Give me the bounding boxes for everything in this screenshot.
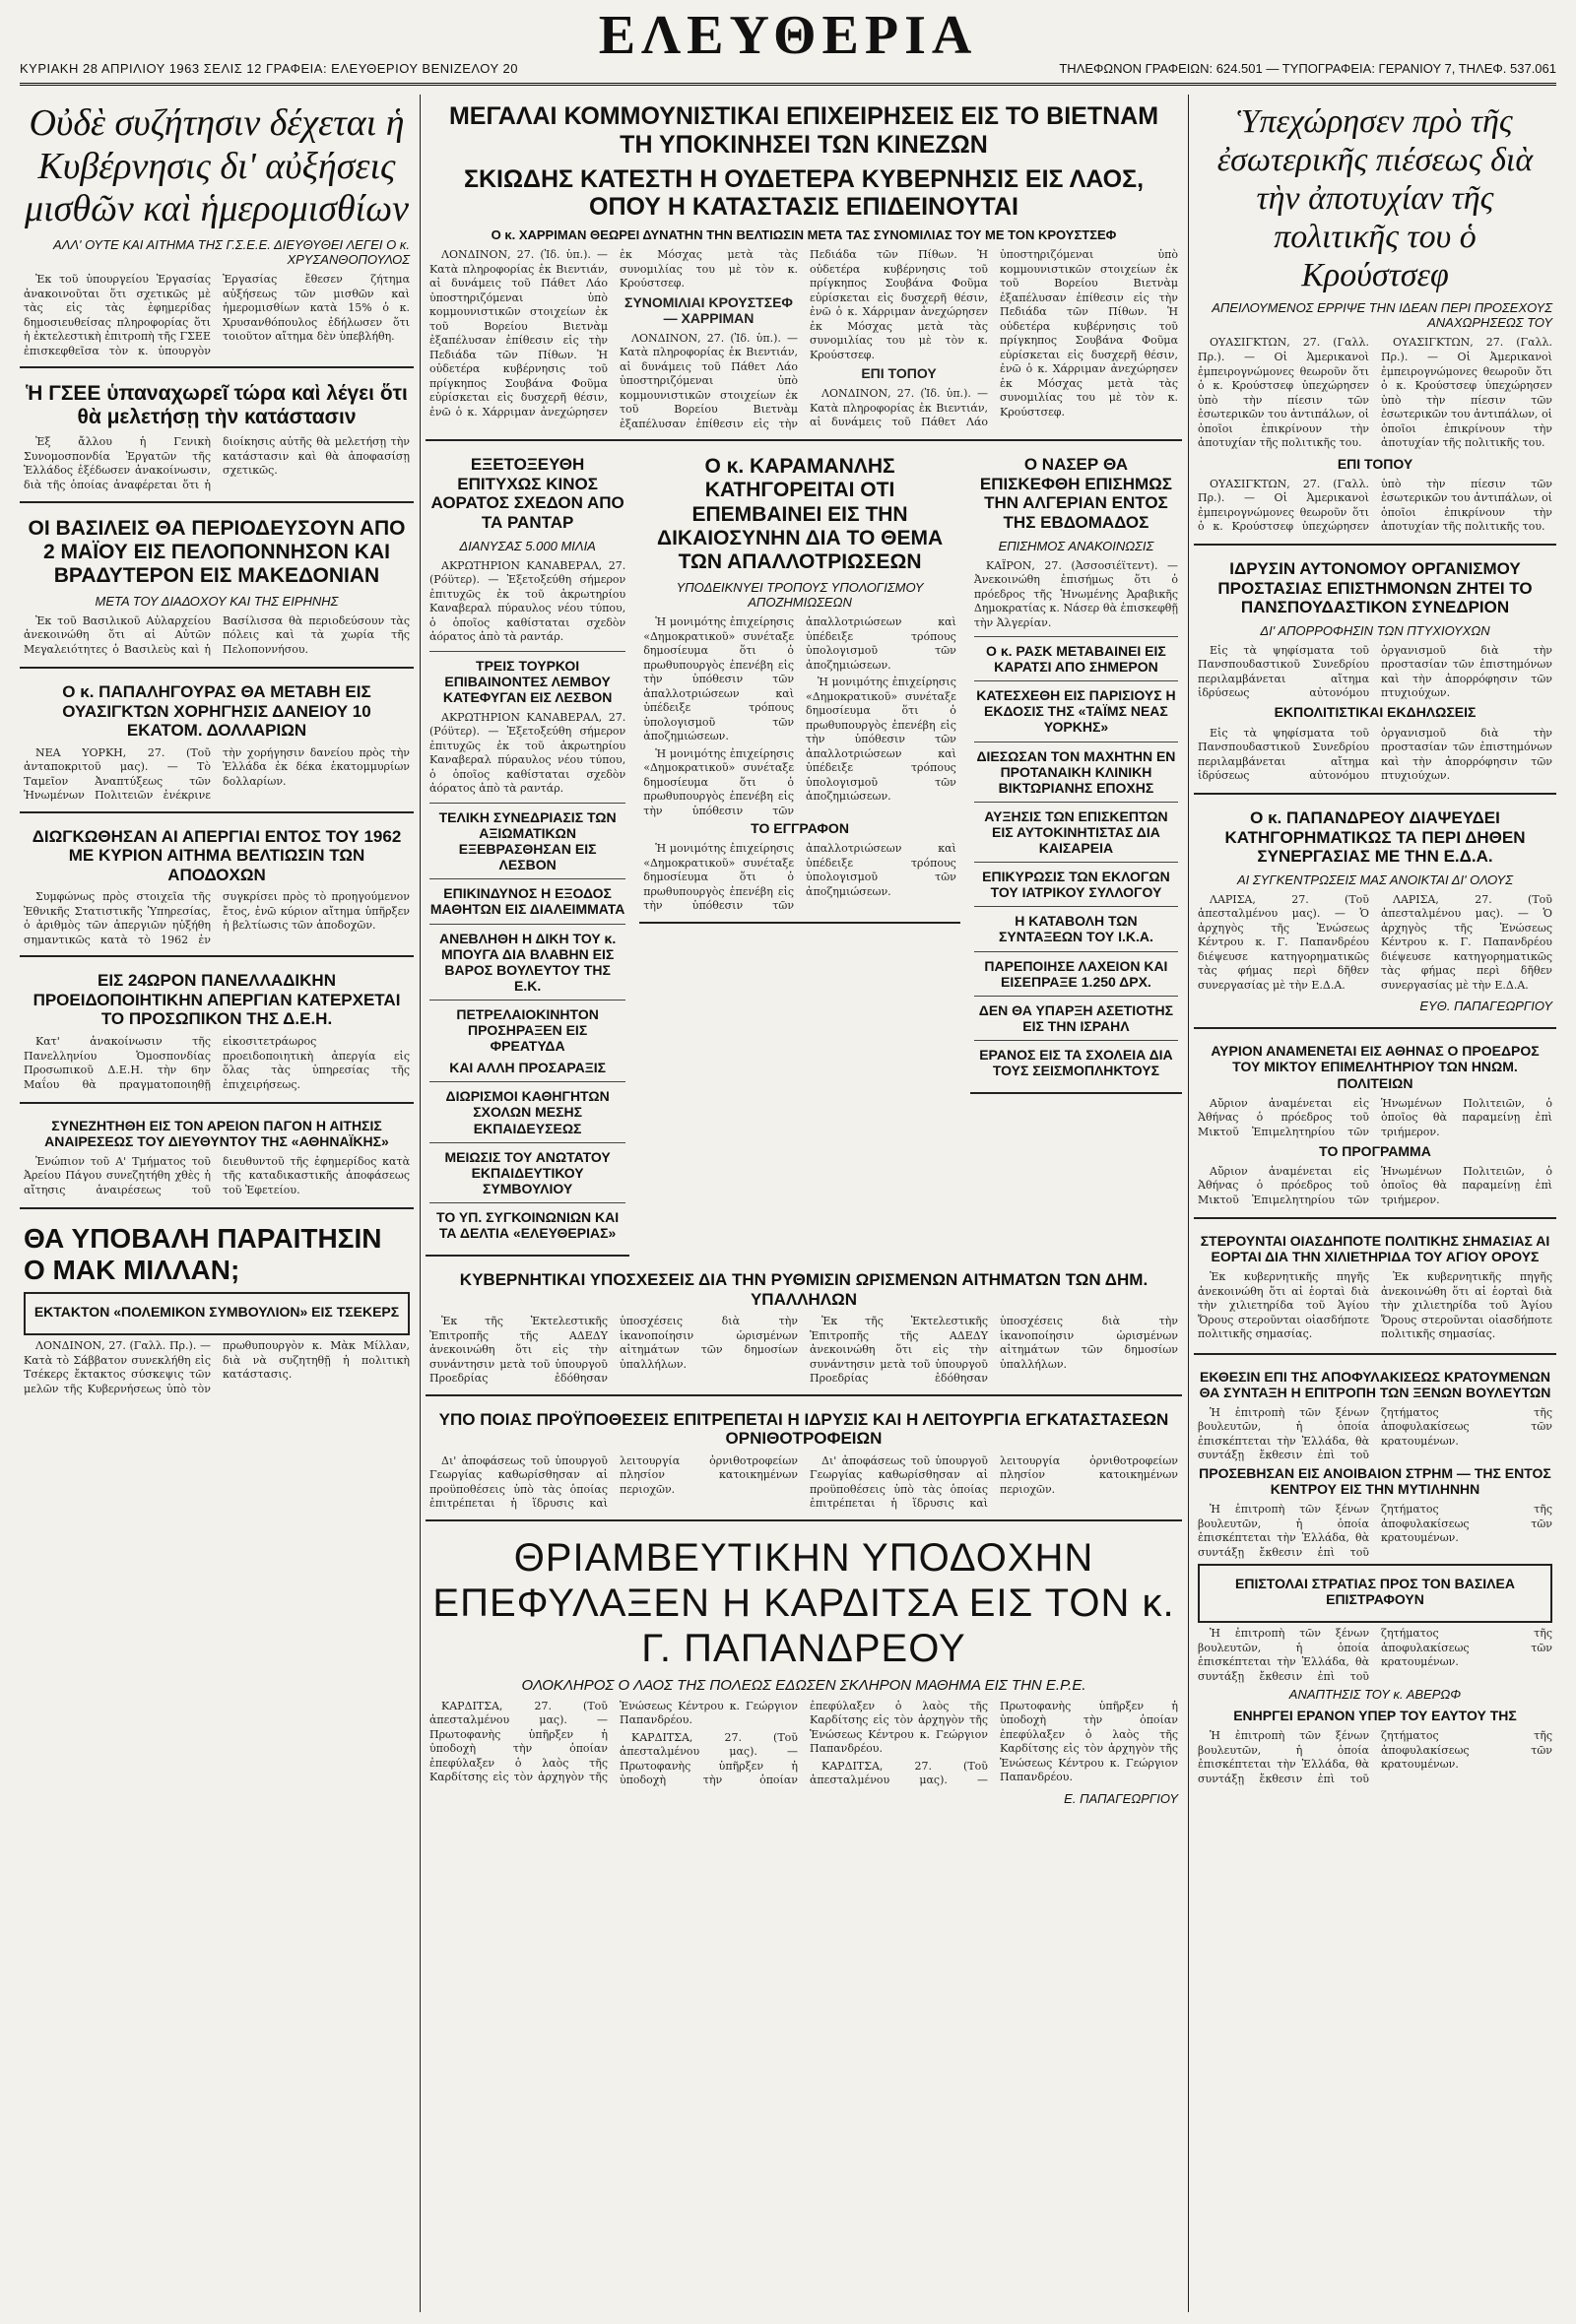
- center-column: [426, 95, 1182, 2312]
- article-karamanlis: Ο κ. ΚΑΡΑΜΑΝΛΗΣ ΚΑΤΗΓΟΡΕΙΤΑΙ ΟΤΙ ΕΠΕΜΒΑΙΝΕΙ ΕΙΣ ΤΗΝ ΔΙΚΑΙΟΣΥΝΗΝ ΔΙΑ ΤΟ ΘΕΜΑ ΤΩΝ ΑΠΑΛΛΟΤΡΙΩΣΕΩΝ ΥΠΟΔΕΙΚΝΥΕΙ ΤΡΟΠΟΥΣ ΥΠΟΛΟΓΙΣΜΟΥ ΑΠΟΖΗΜΙΩΣΕΩΝ Ἡ μονιμότης ἐπιχείρησις «Δημοκρατικοῦ» συνέταξε δημοσίευμα ὅτι ὁ πρωθυπουργὸς ἐπενέβη εἰς τὴν ὑπόθεσιν τῶν ἀπαλλοτριώσεων καὶ ὑπέδειξε τρόπους ὑπολογισμοῦ τῶν ἀποζημιώσεων. Ἡ μονιμότης ἐπιχείρησις «Δημοκρατικοῦ» συνέταξε δημοσίευμα ὅτι ὁ πρωθυπουργὸς ἐπενέβη εἰς τὴν ὑπόθεσιν τῶν ἀπαλλοτριώσεων καὶ ὑπέδειξε τρόπους ὑπολογισμοῦ τῶν ἀποζημιώσεων. Ἡ μονιμότης ἐπιχείρησις «Δημοκρατικοῦ» συνέταξε δημοσίευμα ὅτι ὁ πρωθυπουργὸς ἐπενέβη εἰς τὴν ὑπόθεσιν τῶν ἀπαλλοτριώσεων καὶ ὑπέδειξε τρόπους ὑπολογισμοῦ τῶν ἀποζημιώσεων. ΤΟ ΕΓΓΡΑΦΟΝ Ἡ μονιμότης ἐπιχείρησις «Δημοκρατικοῦ» συνέταξε δημοσίευμα ὅτι ὁ πρωθυπουργὸς ἐπενέβη εἰς τὴν ὑπόθεσιν τῶν ἀπαλλοτριώσεων καὶ ὑπέδειξε τρόπους ὑπολογισμοῦ τῶν ἀποζημιώσεων.: [639, 447, 960, 924]
- headline: ΥΠΟ ΠΟΙΑΣ ΠΡΟΫΠΟΘΕΣΕΙΣ ΕΠΙΤΡΕΠΕΤΑΙ Η ΙΔΡΥΣΙΣ ΚΑΙ Η ΛΕΙΤΟΥΡΓΙΑ ΕΓΚΑΤΑΣΤΑΣΕΩΝ ΟΡΝΙΘΟΤΡΟΦΕΙΩΝ: [438, 1409, 1169, 1449]
- headline: ΟΙ ΒΑΣΙΛΕΙΣ ΘΑ ΠΕΡΙΟΔΕΥΣΟΥΝ ΑΠΟ 2 ΜΑΪΟΥ ΕΙΣ ΠΕΛΟΠΟΝΝΗΣΟΝ ΚΑΙ ΒΡΑΔΥΤΕΡΟΝ ΕΙΣ ΜΑΚΕΔΟΝΙΑΝ: [28, 516, 406, 587]
- headline: ΤΟ ΥΠ. ΣΥΓΚΟΙΝΩΝΙΩΝ ΚΑΙ ΤΑ ΔΕΛΤΙΑ «ΕΛΕΥΘΕΡΙΑΣ»: [436, 1208, 620, 1241]
- masthead: [20, 6, 1556, 86]
- headline: ΘΡΙΑΜΒΕΥΤΙΚΗΝ ΥΠΟΔΟΧΗΝ ΕΠΕΦΥΛΑΞΕΝ Η ΚΑΡΔΙΤΣΑ ΕΙΣ ΤΟΝ κ. Γ. ΠΑΠΑΝΔΡΕΟΥ: [432, 1535, 1175, 1670]
- headline: Ο κ. ΠΑΠΑΝΔΡΕΟΥ ΔΙΑΨΕΥΔΕΙ ΚΑΤΗΓΟΡΗΜΑΤΙΚΩΣ ΤΑ ΠΕΡΙ ΔΗΘΕΝ ΣΥΝΕΡΓΑΣΙΑΣ ΜΕ ΤΗΝ Ε.Δ.Α.: [1224, 808, 1526, 867]
- article-body: Ἐκ κυβερνητικῆς πηγῆς ἀνεκοινώθη ὅτι αἱ ἑορταὶ διὰ τὴν χιλιετηρίδα τοῦ Ἁγίου Ὄρους στεροῦνται οἱασδήποτε πολιτικῆς σημασίας. Ἐκ κυβερνητικῆς πηγῆς ἀνεκοινώθη ὅτι αἱ ἑορταὶ διὰ τὴν χιλιετηρίδα τοῦ Ἁγίου Ὄρους στεροῦνται οἱασδήποτε πολιτικῆς σημασίας.: [1198, 1270, 1552, 1341]
- article-civil-servants: [426, 1262, 1182, 1396]
- headline: ΕΝΗΡΓΕΙ ΕΡΑΝΟΝ ΥΠΕΡ ΤΟΥ ΕΑΥΤΟΥ ΤΗΣ: [1233, 1708, 1517, 1724]
- sub-column: [639, 447, 960, 1262]
- article-body: Ἐκ τοῦ ὑπουργείου Ἐργασίας ἀνακοινοῦται ὅτι σχετικῶς μὲ τὰς εἰς τὰς ἐφημερίδας δημοσιευθείσας πληροφορίας ὅτι ἡ ἐκτελεστικὴ ἐπιτροπὴ τῆς ΓΣΕΕ ἐπισκεφθεῖσα τὸν κ. ὑπουργὸν Ἐργασίας ἔθεσεν ζήτημα αὐξήσεως τῶν μισθῶν καὶ ἡμερομισθίων κατὰ 15% ὁ κ. Χρυσανθόπουλος ἐδήλωσεν ὅτι τοιοῦτον αἴτημα δὲν ὑπεβλήθη.: [24, 273, 410, 357]
- inset-heading: ΤΟ ΕΓΓΡΑΦΟΝ: [751, 820, 849, 837]
- headline: ΕΙΣ 24ΩΡΟΝ ΠΑΝΕΛΛΑΔΙΚΗΝ ΠΡΟΕΙΔΟΠΟΙΗΤΙΚΗΝ ΑΠΕΡΓΙΑΝ ΚΑΤΕΡΧΕΤΑΙ ΤΟ ΠΡΟΣΩΠΙΚΟΝ ΤΗΣ Δ.Ε.Η.: [33, 971, 401, 1029]
- headline: ΕΠΙΚΥΡΩΣΙΣ ΤΩΝ ΕΚΛΟΓΩΝ ΤΟΥ ΙΑΤΡΙΚΟΥ ΣΥΛΛΟΓΟΥ: [982, 869, 1170, 901]
- article-khrushchev: Ὑπεχώρησεν πρὸ τῆς ἐσωτερικῆς πιέσεως διὰ τὴν ἀποτυχίαν τῆς πολιτικῆς του ὁ Κρούστσεφ ΑΠΕΙΛΟΥΜΕΝΟΣ ΕΡΡΙΨΕ ΤΗΝ ΙΔΕΑΝ ΠΕΡΙ ΠΡΟΣΕΧΟΥΣ ΑΝΑΧΩΡΗΣΕΩΣ ΤΟΥ ΟΥΑΣΙΓΚΤΩΝ, 27. (Γαλλ. Πρ.). — Οἱ Ἀμερικανοὶ ἐμπειρογνώμονες θεωροῦν ὅτι ὁ κ. Κρούστσεφ ὑπεχώρησεν ὑπὸ τὴν πίεσιν τῶν ἐσωτερικῶν του ἀντιπάλων, οἱ ὁποῖοι ἐπικρίνουν τὴν ἀποτυχίαν τῆς πολιτικῆς του. ΟΥΑΣΙΓΚΤΩΝ, 27. (Γαλλ. Πρ.). — Οἱ Ἀμερικανοὶ ἐμπειρογνώμονες θεωροῦν ὅτι ὁ κ. Κρούστσεφ ὑπεχώρησεν ὑπὸ τὴν πίεσιν τῶν ἐσωτερικῶν του ἀντιπάλων, οἱ ὁποῖοι ἐπικρίνουν τὴν ἀποτυχίαν τῆς πολιτικῆς του. ΕΠΙ ΤΟΠΟΥ ΟΥΑΣΙΓΚΤΩΝ, 27. (Γαλλ. Πρ.). — Οἱ Ἀμερικανοὶ ἐμπειρογνώμονες θεωροῦν ὅτι ὁ κ. Κρούστσεφ ὑπεχώρησεν ὑπὸ τὴν πίεσιν τῶν ἐσωτερικῶν του ἀντιπάλων, οἱ ὁποῖοι ἐπικρίνουν τὴν ἀποτυχίαν τῆς πολιτικῆς του.: [1194, 95, 1556, 546]
- article-body: Ἡ μονιμότης ἐπιχείρησις «Δημοκρατικοῦ» συνέταξε δημοσίευμα ὅτι ὁ πρωθυπουργὸς ἐπενέβη εἰς τὴν ὑπόθεσιν τῶν ἀπαλλοτριώσεων καὶ ὑπέδειξε τρόπους ὑπολογισμοῦ τῶν ἀποζημιώσεων. Ἡ μονιμότης ἐπιχείρησις «Δημοκρατικοῦ» συνέταξε δημοσίευμα ὅτι ὁ πρωθυπουργὸς ἐπενέβη εἰς τὴν ὑπόθεσιν τῶν ἀπαλλοτριώσεων καὶ ὑπέδειξε τρόπους ὑπολογισμοῦ τῶν ἀποζημιώσεων. Ἡ μονιμότης ἐπιχείρησις «Δημοκρατικοῦ» συνέταξε δημοσίευμα ὅτι ὁ πρωθυπουργὸς ἐπενέβη εἰς τὴν ὑπόθεσιν τῶν ἀπαλλοτριώσεων καὶ ὑπέδειξε τρόπους ὑπολογισμοῦ τῶν ἀποζημιώσεων.: [643, 615, 956, 817]
- subhead: ΜΕΤΑ ΤΟΥ ΔΙΑΔΟΧΟΥ ΚΑΙ ΤΗΣ ΕΙΡΗΝΗΣ: [95, 593, 339, 609]
- headline: ΔΙΕΣΩΣΑΝ ΤΟΝ ΜΑΧΗΤΗΝ ΕΝ ΠΡΟΤΑΝΑΙΚΗ ΚΛΙΝΙΚΗ ΒΙΚΤΩΡΙΑΝΗΣ ΕΠΟΧΗΣ: [976, 747, 1176, 796]
- subhead: ΑΙ ΣΥΓΚΕΝΤΡΩΣΕΙΣ ΜΑΣ ΑΝΟΙΚΤΑΙ ΔΙ' ΟΛΟΥΣ: [1236, 872, 1514, 887]
- headline: ΜΕΙΩΣΙΣ ΤΟΥ ΑΝΩΤΑΤΟΥ ΕΚΠΑΙΔΕΥΤΙΚΟΥ ΣΥΜΒΟΥΛΙΟΥ: [444, 1148, 611, 1196]
- headline: ΠΕΤΡΕΛΑΙΟΚΙΝΗΤΟΝ ΠΡΟΣΗΡΑΞΕΝ ΕΙΣ ΦΡΕΑΤΥΔΑ: [456, 1005, 599, 1055]
- article-body: ΚΑΪΡΟΝ, 27. (Ἀσσοσιέϊτεντ). — Ἀνεκοινώθη ἐπισήμως ὅτι ὁ πρόεδρος τῆς Ἡνωμένης Ἀραβικῆς Δημοκρατίας κ. Νάσερ θὰ ἐπισκεφθῇ τὴν Ἀλγερίαν.: [973, 558, 1178, 629]
- subhead: ΕΚΤΑΚΤΟΝ «ΠΟΛΕΜΙΚΟΝ ΣΥΜΒΟΥΛΙΟΝ» ΕΙΣ ΤΣΕΚΕΡΣ: [33, 1304, 400, 1321]
- article-body: Αὔριον ἀναμένεται εἰς Ἀθήνας ὁ πρόεδρος τοῦ Μικτοῦ Ἐπιμελητηρίου τῶν Ἡνωμένων Πολιτειῶν, ὁ ὁποῖος θὰ παραμείνῃ ἐπὶ τριήμερον.: [1198, 1096, 1552, 1138]
- article-body: ΟΥΑΣΙΓΚΤΩΝ, 27. (Γαλλ. Πρ.). — Οἱ Ἀμερικανοὶ ἐμπειρογνώμονες θεωροῦν ὅτι ὁ κ. Κρούστσεφ ὑπεχώρησεν ὑπὸ τὴν πίεσιν τῶν ἐσωτερικῶν του ἀντιπάλων, οἱ ὁποῖοι ἐπικρίνουν τὴν ἀποτυχίαν τῆς πολιτικῆς του. ΟΥΑΣΙΓΚΤΩΝ, 27. (Γαλλ. Πρ.). — Οἱ Ἀμερικανοὶ ἐμπειρογνώμονες θεωροῦν ὅτι ὁ κ. Κρούστσεφ ὑπεχώρησεν ὑπὸ τὴν πίεσιν τῶν ἐσωτερικῶν του ἀντιπάλων, οἱ ὁποῖοι ἐπικρίνουν τὴν ἀποτυχίαν τῆς πολιτικῆς του.: [1198, 336, 1552, 450]
- article-scientists: ΙΔΡΥΣΙΝ ΑΥΤΟΝΟΜΟΥ ΟΡΓΑΝΙΣΜΟΥ ΠΡΟΣΤΑΣΙΑΣ ΕΠΙΣΤΗΜΟΝΩΝ ΖΗΤΕΙ ΤΟ ΠΑΝΣΠΟΥΔΑΣΤΙΚΟΝ ΣΥΝΕΔΡΙΟΝ ΔΙ' ΑΠΟΡΡΟΦΗΣΙΝ ΤΩΝ ΠΤΥΧΙΟΥΧΩΝ Εἰς τὰ ψηφίσματα τοῦ Πανσπουδαστικοῦ Συνεδρίου περιλαμβάνεται αἴτημα ἱδρύσεως αὐτονόμου ὀργανισμοῦ διὰ τὴν προστασίαν τῶν ἐπιστημόνων καὶ τὴν ἀπορρόφησιν τῶν πτυχιούχων. ΕΚΠΟΛΙΤΙΣΤΙΚΑΙ ΕΚΔΗΛΩΣΕΙΣ Εἰς τὰ ψηφίσματα τοῦ Πανσπουδαστικοῦ Συνεδρίου περιλαμβάνεται αἴτημα ἱδρύσεως αὐτονόμου ὀργανισμοῦ διὰ τὴν προστασίαν τῶν ἐπιστημόνων καὶ τὴν ἀπορρόφησιν τῶν πτυχιούχων.: [1194, 551, 1556, 795]
- headline: ΕΞΕΤΟΞΕΥΘΗ ΕΠΙΤΥΧΩΣ ΚΙΝΟΣ ΑΟΡΑΤΟΣ ΣΧΕΔΟΝ ΑΠΟ ΤΑ ΡΑΝΤΑΡ: [430, 455, 624, 532]
- subhead: ΔΙ' ΑΠΟΡΡΟΦΗΣΙΝ ΤΩΝ ΠΤΥΧΙΟΥΧΩΝ: [1260, 622, 1490, 638]
- inset-box: [1198, 1564, 1552, 1623]
- headline-secondary: ΣΚΙΩΔΗΣ ΚΑΤΕΣΤΗ Η ΟΥΔΕΤΕΡΑ ΚΥΒΕΡΝΗΣΙΣ ΕΙΣ ΛΑΟΣ, ΟΠΟΥ Η ΚΑΤΑΣΤΑΣΙΣ ΕΠΙΔΕΙΝΟΥΤΑΙ: [463, 164, 1145, 222]
- article-strikes-1962: [20, 819, 414, 958]
- article-papaligouras: [20, 675, 414, 813]
- article-body: Ἐξ ἄλλου ἡ Γενικὴ Συνομοσπονδία Ἐργατῶν τῆς Ἑλλάδος ἐξέδωσεν ἀνακοίνωσιν, διὰ τῆς ὁποίας ἀναφέρεται ὅτι ἡ διοίκησις αὐτῆς θὰ μελετήσῃ τὴν κατάστασιν καὶ θὰ ἀποφασίσῃ σχετικῶς.: [24, 435, 410, 491]
- headline: ΚΥΒΕΡΝΗΤΙΚΑΙ ΥΠΟΣΧΕΣΕΙΣ ΔΙΑ ΤΗΝ ΡΥΘΜΙΣΙΝ ΩΡΙΣΜΕΝΩΝ ΑΙΤΗΜΑΤΩΝ ΤΩΝ ΔΗΜ. ΥΠΑΛΛΗΛΩΝ: [459, 1270, 1149, 1309]
- subhead: Ο κ. ΧΑΡΡΙΜΑΝ ΘΕΩΡΕΙ ΔΥΝΑΤΗΝ ΤΗΝ ΒΕΛΤΙΩΣΙΝ ΜΕΤΑ ΤΑΣ ΣΥΝΟΜΙΛΙΑΣ ΤΟΥ ΜΕ ΤΟΝ ΚΡΟΥΣΤΣΕΦ: [491, 227, 1117, 242]
- headline: ΑΝΕΒΛΗΘΗ Η ΔΙΚΗ ΤΟΥ κ. ΜΠΟΥΓΑ ΔΙΑ ΒΛΑΒΗΝ ΕΙΣ ΒΑΡΟΣ ΒΟΥΛΕΥΤΟΥ ΤΗΣ Ε.Κ.: [438, 930, 617, 994]
- sub-column: [970, 447, 1182, 1262]
- signature: ΑΝΑΠΤΗΣΙΣ ΤΟΥ κ. ΑΒΕΡΩΦ: [1288, 1687, 1462, 1703]
- column-rule: [1188, 95, 1189, 2312]
- headline: ΜΕΓΑΛΑΙ ΚΟΜΜΟΥΝΙΣΤΙΚΑΙ ΕΠΙΧΕΙΡΗΣΕΙΣ ΕΙΣ ΤΟ ΒΙΕΤΝΑΜ ΤΗ ΥΠΟΚΙΝΗΣΕΙ ΤΩΝ ΚΙΝΕΖΩΝ: [448, 102, 1159, 159]
- article-body: ΝΕΑ ΥΟΡΚΗ, 27. (Τοῦ ἀνταποκριτοῦ μας). — Τὸ Ταμεῖον Ἀναπτύξεως τῶν Ἡνωμένων Πολιτειῶν ἐνέκρινε τὴν χορήγησιν δανείου πρὸς τὴν Ἑλλάδα ἐκ δέκα ἑκατομμυρίων δολλαρίων.: [24, 745, 410, 803]
- headline: ΕΠΙΚΙΝΔΥΝΟΣ Η ΕΞΟΔΟΣ ΜΑΘΗΤΩΝ ΕΙΣ ΔΙΑΛΕΙΜΜΑΤΑ: [429, 885, 625, 918]
- article-body: ΛΟΝΔΙΝΟΝ, 27. (Ἰδ. ὑπ.). — Κατὰ πληροφορίας ἐκ Βιεντιάν, αἱ δυνάμεις τοῦ Πάθετ Λάο ὑποστηριζόμεναι ὑπὸ κομμουνιστικῶν στοιχείων ἐκ τοῦ Βορείου Βιετνὰμ ἐξαπέλυσαν ἐπίθεσιν εἰς τὴν Πεδιάδα τῶν Πίθων. Ἡ οὐδετέρα κυβέρνησις τοῦ πρίγκηπος Σουβάνα Φοῦμα εὑρίσκεται εἰς δυσχερῆ θέσιν, ἐνῶ ὁ κ. Χάρριμαν ἀνεχώρησεν ἐκ Μόσχας μετὰ τὰς συνομιλίας του μὲ τὸν κ. Κρούστσεφ. ΣΥΝΟΜΙΛΙΑΙ ΚΡΟΥΣΤΣΕΦ — ΧΑΡΡΙΜΑΝ ΛΟΝΔΙΝΟΝ, 27. (Ἰδ. ὑπ.). — Κατὰ πληροφορίας ἐκ Βιεντιάν, αἱ δυνάμεις τοῦ Πάθετ Λάο ὑποστηριζόμεναι ὑπὸ κομμουνιστικῶν στοιχείων ἐκ τοῦ Βορείου Βιετνὰμ ἐξαπέλυσαν ἐπίθεσιν εἰς τὴν Πεδιάδα τῶν Πίθων. Ἡ οὐδετέρα κυβέρνησις τοῦ πρίγκηπος Σουβάνα Φοῦμα εὑρίσκεται εἰς δυσχερῆ θέσιν, ἐνῶ ὁ κ. Χάρριμαν ἀνεχώρησεν ἐκ Μόσχας μετὰ τὰς συνομιλίας του μὲ τὸν κ. Κρούστσεφ. ΕΠΙ ΤΟΠΟΥ ΛΟΝΔΙΝΟΝ, 27. (Ἰδ. ὑπ.). — Κατὰ πληροφορίας ἐκ Βιεντιάν, αἱ δυνάμεις τοῦ Πάθετ Λάο ὑποστηριζόμεναι ὑπὸ κομμουνιστικῶν στοιχείων ἐκ τοῦ Βορείου Βιετνὰμ ἐξαπέλυσαν ἐπίθεσιν εἰς τὴν Πεδιάδα τῶν Πίθων. Ἡ οὐδετέρα κυβέρνησις τοῦ πρίγκηπος Σουβάνα Φοῦμα εὑρίσκεται εἰς δυσχερῆ θέσιν, ἐνῶ ὁ κ. Χάρριμαν ἀνεχώρησεν ἐκ Μόσχας μετὰ τὰς συνομιλίας του μὲ τὸν κ. Κρούστσεφ.: [429, 248, 1178, 430]
- headline: Ο ΝΑΣΕΡ ΘΑ ΕΠΙΣΚΕΦΘΗ ΕΠΙΣΗΜΩΣ ΤΗΝ ΑΛΓΕΡΙΑΝ ΕΝΤΟΣ ΤΗΣ ΕΒΔΟΜΑΔΟΣ: [979, 455, 1173, 532]
- headline: ΤΕΛΙΚΗ ΣΥΝΕΔΡΙΑΣΙΣ ΤΩΝ ΑΞΙΩΜΑΤΙΚΩΝ ΕΞΕΒΡΑΣΘΗΣΑΝ ΕΙΣ ΛΕΣΒΟΝ: [438, 809, 617, 873]
- headline: ΕΡΑΝΟΣ ΕΙΣ ΤΑ ΣΧΟΛΕΙΑ ΔΙΑ ΤΟΥΣ ΣΕΙΣΜΟΠΛΗΚΤΟΥΣ: [979, 1046, 1173, 1078]
- subhead: ΑΛΛ' ΟΥΤΕ ΚΑΙ ΑΙΤΗΜΑ ΤΗΣ Γ.Σ.Ε.Ε. ΔΙΕΥΘΥΘΕΙ ΛΕΓΕΙ Ο κ. ΧΡΥΣΑΝΘΟΠΟΥΛΟΣ: [53, 237, 410, 268]
- article-body: Ἐνώπιον τοῦ Α' Τμήματος τοῦ Ἀρείου Πάγου συνεζητήθη χθὲς ἡ αἴτησις ἀναιρέσεως τοῦ διευθυντοῦ τῆς ἐφημερίδος κατὰ τῆς καταδικαστικῆς ἀποφάσεως τοῦ Ἐφετείου.: [24, 1154, 410, 1196]
- article-body: Συμφώνως πρὸς στοιχεῖα τῆς Ἐθνικῆς Στατιστικῆς Ὑπηρεσίας, ὁ ἀριθμὸς τῶν ἀπεργιῶν ηὐξήθη σημαντικῶς κατὰ τὸ 1962 ἐν συγκρίσει πρὸς τὸ προηγούμενον ἔτος, ἐνῶ κύριον αἴτημα ὑπῆρξεν ἡ βελτίωσις τῶν ἀποδοχῶν.: [24, 890, 410, 946]
- headline: ΣΤΕΡΟΥΝΤΑΙ ΟΙΑΣΔΗΠΟΤΕ ΠΟΛΙΤΙΚΗΣ ΣΗΜΑΣΙΑΣ ΑΙ ΕΟΡΤΑΙ ΔΙΑ ΤΗΝ ΧΙΛΙΕΤΗΡΙΔΑ ΤΟΥ ΑΓΙΟΥ ΟΡΟΥΣ: [1200, 1232, 1550, 1264]
- left-column: [20, 95, 414, 2312]
- article-wages: [20, 95, 414, 368]
- article-papandreou-eda: [1194, 801, 1556, 1029]
- article-mount-athos: [1194, 1225, 1556, 1355]
- headline: ΔΙΩΡΙΣΜΟΙ ΚΑΘΗΓΗΤΩΝ ΣΧΟΛΩΝ ΜΕΣΗΣ ΕΚΠΑΙΔΕΥΣΕΩΣ: [445, 1088, 610, 1136]
- signature: ΕΥΘ. ΠΑΠΑΓΕΩΡΓΙΟΥ: [1419, 999, 1552, 1014]
- inset-heading: ΕΚΠΟΛΙΤΙΣΤΙΚΑΙ ΕΚΔΗΛΩΣΕΙΣ: [1274, 704, 1477, 721]
- headline: Ὑπεχώρησεν πρὸ τῆς ἐσωτερικῆς πιέσεως διὰ τὴν ἀποτυχίαν τῆς πολιτικῆς του ὁ Κρούστσεφ: [1216, 103, 1534, 294]
- headline: ΠΡΟΣΕΒΗΣΑΝ ΕΙΣ ΑΝΟΙΒΑΙΟΝ ΣΤΡΗΜ — ΤΗΣ ΕΝΤΟΣ ΚΕΝΤΡΟΥ ΕΙΣ ΤΗΝ ΜΥΤΙΛΗΝΗΝ: [1199, 1464, 1551, 1497]
- inset-heading: ΤΟ ΠΡΟΓΡΑΜΜΑ: [1319, 1142, 1431, 1159]
- headline: ΚΑΤΕΣΧΕΘΗ ΕΙΣ ΠΑΡΙΣΙΟΥΣ Η ΕΚΔΟΣΙΣ ΤΗΣ «ΤΑΪΜΣ ΝΕΑΣ ΥΟΡΚΗΣ»: [976, 687, 1176, 736]
- headline: ΕΚΘΕΣΙΝ ΕΠΙ ΤΗΣ ΑΠΟΦΥΛΑΚΙΣΕΩΣ ΚΡΑΤΟΥΜΕΝΩΝ ΘΑ ΣΥΝΤΑΞΗ Η ΕΠΙΤΡΟΠΗ ΤΩΝ ΞΕΝΩΝ ΒΟΥΛΕΥΤΩΝ: [1199, 1368, 1551, 1400]
- headline: ΘΑ ΥΠΟΒΑΛΗ ΠΑΡΑΙΤΗΣΙΝ Ο ΜΑΚ ΜΙΛΛΑΝ;: [24, 1222, 382, 1285]
- headline: Οὐδὲ συζήτησιν δέχεται ἡ Κυβέρνησις δι' αὐξήσεις μισθῶν καὶ ἡμερομισθίων: [25, 102, 409, 230]
- article-body: Ἡ ἐπιτροπὴ τῶν ξένων βουλευτῶν, ἡ ὁποία ἐπισκέπτεται τὴν Ἑλλάδα, θὰ συντάξῃ ἔκθεσιν ἐπὶ τοῦ ζητήματος τῆς ἀποφυλακίσεως τῶν κρατουμένων.: [1198, 1405, 1552, 1462]
- headline: ΕΠΙΣΤΟΛΑΙ ΣΤΡΑΤΙΑΣ ΠΡΟΣ ΤΟΝ ΒΑΣΙΛΕΑ ΕΠΙΣΤΡΑΦΟΥΝ: [1235, 1576, 1515, 1608]
- inset-heading: ΕΠΙ ΤΟΠΟΥ: [861, 365, 937, 382]
- headline: Η ΚΑΤΑΒΟΛΗ ΤΩΝ ΣΥΝΤΑΞΕΩΝ ΤΟΥ Ι.Κ.Α.: [999, 913, 1153, 945]
- center-mid-row: [426, 447, 1182, 1262]
- article-body: ΑΚΡΩΤΗΡΙΟΝ ΚΑΝΑΒΕΡΑΛ, 27. (Ρόϋτερ). — Ἐξετοξεύθη σήμερον ἐπιτυχῶς ἐκ τοῦ ἀκρωτηρίου Καναβεραλ πύραυλος νέου τύπου, ὁ ὁποῖος καθίσταται σχεδὸν ἀόρατος ἀπὸ τὰ ραντάρ.: [429, 558, 626, 644]
- headline: ΤΡΕΙΣ ΤΟΥΡΚΟΙ ΕΠΙΒΑΙΝΟΝΤΕΣ ΛΕΜΒΟΥ ΚΑΤΕΦΥΓΑΝ ΕΙΣ ΛΕΣΒΟΝ: [442, 657, 613, 705]
- subhead: ΔΙΑΝΥΣΑΣ 5.000 ΜΙΛΙΑ: [459, 538, 596, 553]
- inset-heading: ΣΥΝΟΜΙΛΙΑΙ ΚΡΟΥΣΤΣΕΦ — ΧΑΡΡΙΜΑΝ: [624, 293, 793, 326]
- subhead: ΑΠΕΙΛΟΥΜΕΝΟΣ ΕΡΡΙΨΕ ΤΗΝ ΙΔΕΑΝ ΠΕΡΙ ΠΡΟΣΕΧΟΥΣ ΑΝΑΧΩΡΗΣΕΩΣ ΤΟΥ: [1212, 300, 1552, 331]
- article-dei-strike: [20, 963, 414, 1103]
- article-nasser: [970, 447, 1182, 1094]
- article-areios-pagos: [20, 1110, 414, 1209]
- headline: ΑΥΞΗΣΙΣ ΤΩΝ ΕΠΙΣΚΕΠΤΩΝ ΕΙΣ ΑΥΤΟΚΙΝΗΤΙΣΤΑΣ ΔΙΑ ΚΑΙΣΑΡΕΙΑ: [984, 807, 1168, 857]
- sub-column: [426, 447, 629, 1262]
- headline: ΠΑΡΕΠΟΙΗΣΕ ΛΑΧΕΙΟΝ ΚΑΙ ΕΙΣΕΠΡΑΞΕ 1.250 ΔΡΧ.: [984, 957, 1168, 990]
- article-body: Δι' ἀποφάσεως τοῦ ὑπουργοῦ Γεωργίας καθωρίσθησαν αἱ προϋποθέσεις ὑπὸ τὰς ὁποίας ἐπιτρέπεται ἡ ἵδρυσις καὶ λειτουργία ὀρνιθοτροφείων πλησίον κατοικημένων περιοχῶν. Δι' ἀποφάσεως τοῦ ὑπουργοῦ Γεωργίας καθωρίσθησαν αἱ προϋποθέσεις ὑπὸ τὰς ὁποίας ἐπιτρέπεται ἡ ἵδρυσις καὶ λειτουργία ὀρνιθοτροφείων πλησίον κατοικημένων περιοχῶν.: [429, 1453, 1178, 1511]
- headline: Ο κ. ΡΑΣΚ ΜΕΤΑΒΑΙΝΕΙ ΕΙΣ ΚΑΡΑΤΣΙ ΑΠΟ ΣΗΜΕΡΟΝ: [986, 643, 1166, 676]
- inset-heading: ΕΠΙ ΤΟΠΟΥ: [1337, 455, 1413, 472]
- date-line: ΚΥΡΙΑΚΗ 28 ΑΠΡΙΛΙΟΥ 1963 ΣΕΛΙΣ 12 ΓΡΑΦΕΙΑ: ΕΛΕΥΘΕΡΙΟΥ ΒΕΝΙΖΕΛΟΥ 20: [20, 61, 519, 76]
- headline: ΑΥΡΙΟΝ ΑΝΑΜΕΝΕΤΑΙ ΕΙΣ ΑΘΗΝΑΣ Ο ΠΡΟΕΔΡΟΣ ΤΟΥ ΜΙΚΤΟΥ ΕΠΙΜΕΛΗΤΗΡΙΟΥ ΤΩΝ ΗΝΩΜ. ΠΟΛΙΤΕΙΩΝ: [1211, 1043, 1540, 1091]
- article-poultry: [426, 1402, 1182, 1521]
- article-body: Κατ' ἀνακοίνωσιν τῆς Πανελληνίου Ὁμοσπονδίας Προσωπικοῦ Δ.Ε.Η. τὴν 6ην Μαΐου θὰ πραγματοποιηθῇ εἰκοσιτετράωρος προειδοποιητικὴ ἀπεργία εἰς ὅλας τὰς ὑπηρεσίας τῆς ἐπιχειρήσεως.: [24, 1035, 410, 1091]
- article-body: Ἐκ τῆς Ἐκτελεστικῆς Ἐπιτροπῆς τῆς ΑΔΕΔΥ ἀνεκοινώθη ὅτι εἰς τὴν συνάντησιν μετὰ τοῦ ὑπουργοῦ Προεδρίας ἐδόθησαν ὑποσχέσεις διὰ τὴν ἱκανοποίησιν ὡρισμένων αἰτημάτων τῶν δημοσίων ὑπαλλήλων. Ἐκ τῆς Ἐκτελεστικῆς Ἐπιτροπῆς τῆς ΑΔΕΔΥ ἀνεκοινώθη ὅτι εἰς τὴν συνάντησιν μετὰ τοῦ ὑπουργοῦ Προεδρίας ἐδόθησαν ὑποσχέσεις διὰ τὴν ἱκανοποίησιν ὡρισμένων αἰτημάτων τῶν δημοσίων ὑπαλλήλων.: [429, 1315, 1178, 1386]
- headline: ΙΔΡΥΣΙΝ ΑΥΤΟΝΟΜΟΥ ΟΡΓΑΝΙΣΜΟΥ ΠΡΟΣΤΑΣΙΑΣ ΕΠΙΣΤΗΜΟΝΩΝ ΖΗΤΕΙ ΤΟ ΠΑΝΣΠΟΥΔΑΣΤΙΚΟΝ ΣΥΝΕΔΡΙΟΝ: [1217, 559, 1533, 617]
- article-gsee: [20, 374, 414, 502]
- article-karditsa: [426, 1527, 1182, 1820]
- article-vietnam-laos: [426, 95, 1182, 441]
- article-body: ΛΑΡΙΣΑ, 27. (Τοῦ ἀπεσταλμένου μας). — Ὁ ἀρχηγὸς τῆς Ἑνώσεως Κέντρου κ. Γ. Παπανδρέου διέψευσε κατηγορηματικῶς τὰς φήμας περὶ δῆθεν συνεργασίας μὲ τὴν Ε.Δ.Α. ΛΑΡΙΣΑ, 27. (Τοῦ ἀπεσταλμένου μας). — Ὁ ἀρχηγὸς τῆς Ἑνώσεως Κέντρου κ. Γ. Παπανδρέου διέψευσε κατηγορηματικῶς τὰς φήμας περὶ δῆθεν συνεργασίας μὲ τὴν Ε.Δ.Α.: [1198, 892, 1552, 992]
- article-foreign-mps: ΕΚΘΕΣΙΝ ΕΠΙ ΤΗΣ ΑΠΟΦΥΛΑΚΙΣΕΩΣ ΚΡΑΤΟΥΜΕΝΩΝ ΘΑ ΣΥΝΤΑΞΗ Η ΕΠΙΤΡΟΠΗ ΤΩΝ ΞΕΝΩΝ ΒΟΥΛΕΥΤΩΝ Ἡ ἐπιτροπὴ τῶν ξένων βουλευτῶν, ἡ ὁποία ἐπισκέπτεται τὴν Ἑλλάδα, θὰ συντάξῃ ἔκθεσιν ἐπὶ τοῦ ζητήματος τῆς ἀποφυλακίσεως τῶν κρατουμένων. ΠΡΟΣΕΒΗΣΑΝ ΕΙΣ ΑΝΟΙΒΑΙΟΝ ΣΤΡΗΜ — ΤΗΣ ΕΝΤΟΣ ΚΕΝΤΡΟΥ ΕΙΣ ΤΗΝ ΜΥΤΙΛΗΝΗΝ Ἡ ἐπιτροπὴ τῶν ξένων βουλευτῶν, ἡ ὁποία ἐπισκέπτεται τὴν Ἑλλάδα, θὰ συντάξῃ ἔκθεσιν ἐπὶ τοῦ ζητήματος τῆς ἀποφυλακίσεως τῶν κρατουμένων. ΕΠΙΣΤΟΛΑΙ ΣΤΡΑΤΙΑΣ ΠΡΟΣ ΤΟΝ ΒΑΣΙΛΕΑ ΕΠΙΣΤΡΑΦΟΥΝ Ἡ ἐπιτροπὴ τῶν ξένων βουλευτῶν, ἡ ὁποία ἐπισκέπτεται τὴν Ἑλλάδα, θὰ συντάξῃ ἔκθεσιν ἐπὶ τοῦ ζητήματος τῆς ἀποφυλακίσεως τῶν κρατουμένων. ΑΝΑΠΤΗΣΙΣ ΤΟΥ κ. ΑΒΕΡΩΦ ΕΝΗΡΓΕΙ ΕΡΑΝΟΝ ΥΠΕΡ ΤΟΥ ΕΑΥΤΟΥ ΤΗΣ Ἡ ἐπιτροπὴ τῶν ξένων βουλευτῶν, ἡ ὁποία ἐπισκέπτεται τὴν Ἑλλάδα, θὰ συντάξῃ ἔκθεσιν ἐπὶ τοῦ ζητήματος τῆς ἀποφυλακίσεως τῶν κρατουμένων.: [1198, 1368, 1552, 1785]
- headline: ΣΥΝΕΖΗΤΗΘΗ ΕΙΣ ΤΟΝ ΑΡΕΙΟΝ ΠΑΓΟΝ Η ΑΙΤΗΣΙΣ ΑΝΑΙΡΕΣΕΩΣ ΤΟΥ ΔΙΕΥΘΥΝΤΟΥ ΤΗΣ «ΑΘΗΝΑΪΚΗΣ»: [44, 1117, 389, 1149]
- headline: Ο κ. ΚΑΡΑΜΑΝΛΗΣ ΚΑΤΗΓΟΡΕΙΤΑΙ ΟΤΙ ΕΠΕΜΒΑΙΝΕΙ ΕΙΣ ΤΗΝ ΔΙΚΑΙΟΣΥΝΗΝ ΔΙΑ ΤΟ ΘΕΜΑ ΤΩΝ ΑΠΑΛΛΟΤΡΙΩΣΕΩΝ: [656, 455, 944, 573]
- article-royals-tour: [20, 509, 414, 669]
- subhead: ΟΛΟΚΛΗΡΟΣ Ο ΛΑΟΣ ΤΗΣ ΠΟΛΕΩΣ ΕΔΩΣΕΝ ΣΚΛΗΡΟΝ ΜΑΘΗΜΑ ΕΙΣ ΤΗΝ Ε.Ρ.Ε.: [521, 1676, 1086, 1694]
- signature: Ε. ΠΑΠΑΓΕΩΡΓΙΟΥ: [1064, 1790, 1178, 1806]
- article-missile: ΕΞΕΤΟΞΕΥΘΗ ΕΠΙΤΥΧΩΣ ΚΙΝΟΣ ΑΟΡΑΤΟΣ ΣΧΕΔΟΝ ΑΠΟ ΤΑ ΡΑΝΤΑΡ ΔΙΑΝΥΣΑΣ 5.000 ΜΙΛΙΑ ΑΚΡΩΤΗΡΙΟΝ ΚΑΝΑΒΕΡΑΛ, 27. (Ρόϋτερ). — Ἐξετοξεύθη σήμερον ἐπιτυχῶς ἐκ τοῦ ἀκρωτηρίου Καναβεραλ πύραυλος νέου τύπου, ὁ ὁποῖος καθίσταται σχεδὸν ἀόρατος ἀπὸ τὰ ραντάρ. ΤΡΕΙΣ ΤΟΥΡΚΟΙ ΕΠΙΒΑΙΝΟΝΤΕΣ ΛΕΜΒΟΥ ΚΑΤΕΦΥΓΑΝ ΕΙΣ ΛΕΣΒΟΝ ΑΚΡΩΤΗΡΙΟΝ ΚΑΝΑΒΕΡΑΛ, 27. (Ρόϋτερ). — Ἐξετοξεύθη σήμερον ἐπιτυχῶς ἐκ τοῦ ἀκρωτηρίου Καναβεραλ πύραυλος νέου τύπου, ὁ ὁποῖος καθίσταται σχεδὸν ἀόρατος ἀπὸ τὰ ραντάρ. ΤΕΛΙΚΗ ΣΥΝΕΔΡΙΑΣΙΣ ΤΩΝ ΑΞΙΩΜΑΤΙΚΩΝ ΕΞΕΒΡΑΣΘΗΣΑΝ ΕΙΣ ΛΕΣΒΟΝ ΕΠΙΚΙΝΔΥΝΟΣ Η ΕΞΟΔΟΣ ΜΑΘΗΤΩΝ ΕΙΣ ΔΙΑΛΕΙΜΜΑΤΑ ΑΝΕΒΛΗΘΗ Η ΔΙΚΗ ΤΟΥ κ. ΜΠΟΥΓΑ ΔΙΑ ΒΛΑΒΗΝ ΕΙΣ ΒΑΡΟΣ ΒΟΥΛΕΥΤΟΥ ΤΗΣ Ε.Κ. ΠΕΤΡΕΛΑΙΟΚΙΝΗΤΟΝ ΠΡΟΣΗΡΑΞΕΝ ΕΙΣ ΦΡΕΑΤΥΔΑ ΚΑΙ ΑΛΛΗ ΠΡΟΣΑΡΑΞΙΣ ΔΙΩΡΙΣΜΟΙ ΚΑΘΗΓΗΤΩΝ ΣΧΟΛΩΝ ΜΕΣΗΣ ΕΚΠΑΙΔΕΥΣΕΩΣ ΜΕΙΩΣΙΣ ΤΟΥ ΑΝΩΤΑΤΟΥ ΕΚΠΑΙΔΕΥΤΙΚΟΥ ΣΥΜΒΟΥΛΙΟΥ ΤΟ ΥΠ. ΣΥΓΚΟΙΝΩΝΙΩΝ ΚΑΙ ΤΑ ΔΕΛΤΙΑ «ΕΛΕΥΘΕΡΙΑΣ»: [426, 447, 629, 1257]
- headline: ΚΑΙ ΑΛΛΗ ΠΡΟΣΑΡΑΞΙΣ: [449, 1060, 607, 1076]
- right-column: [1194, 95, 1556, 2312]
- article-chamber-president: ΑΥΡΙΟΝ ΑΝΑΜΕΝΕΤΑΙ ΕΙΣ ΑΘΗΝΑΣ Ο ΠΡΟΕΔΡΟΣ ΤΟΥ ΜΙΚΤΟΥ ΕΠΙΜΕΛΗΤΗΡΙΟΥ ΤΩΝ ΗΝΩΜ. ΠΟΛΙΤΕΙΩΝ Αὔριον ἀναμένεται εἰς Ἀθήνας ὁ πρόεδρος τοῦ Μικτοῦ Ἐπιμελητηρίου τῶν Ἡνωμένων Πολιτειῶν, ὁ ὁποῖος θὰ παραμείνῃ ἐπὶ τριήμερον. ΤΟ ΠΡΟΓΡΑΜΜΑ Αὔριον ἀναμένεται εἰς Ἀθήνας ὁ πρόεδρος τοῦ Μικτοῦ Ἐπιμελητηρίου τῶν Ἡνωμένων Πολιτειῶν, ὁ ὁποῖος θὰ παραμείνῃ ἐπὶ τριήμερον.: [1194, 1035, 1556, 1218]
- headline: Ἡ ΓΣΕΕ ὑπαναχωρεῖ τώρα καὶ λέγει ὅτι θὰ μελετήσῃ τὴν κατάστασιν: [26, 382, 408, 429]
- subhead: ΕΠΙΣΗΜΟΣ ΑΝΑΚΟΙΝΩΣΙΣ: [998, 538, 1154, 553]
- newspaper-title: ΕΛΕΥΘΕΡΙΑ: [598, 5, 978, 66]
- article-body: ΚΑΡΔΙΤΣΑ, 27. (Τοῦ ἀπεσταλμένου μας). — Πρωτοφανὴς ὑπῆρξεν ἡ ὑποδοχὴ τὴν ὁποίαν ἐπεφύλαξεν ὁ λαὸς τῆς Καρδίτσης εἰς τὸν ἀρχηγὸν τῆς Ἑνώσεως Κέντρου κ. Γεώργιον Παπανδρέου. ΚΑΡΔΙΤΣΑ, 27. (Τοῦ ἀπεσταλμένου μας). — Πρωτοφανὴς ὑπῆρξεν ἡ ὑποδοχὴ τὴν ὁποίαν ἐπεφύλαξεν ὁ λαὸς τῆς Καρδίτσης εἰς τὸν ἀρχηγὸν τῆς Ἑνώσεως Κέντρου κ. Γεώργιον Παπανδρέου. ΚΑΡΔΙΤΣΑ, 27. (Τοῦ ἀπεσταλμένου μας). — Πρωτοφανὴς ὑπῆρξεν ἡ ὑποδοχὴ τὴν ὁποίαν ἐπεφύλαξεν ὁ λαὸς τῆς Καρδίτσης εἰς τὸν ἀρχηγὸν τῆς Ἑνώσεως Κέντρου κ. Γεώργιον Παπανδρέου.: [429, 1699, 1178, 1787]
- column-rule: [420, 95, 421, 2312]
- headline: ΔΕΝ ΘΑ ΥΠΑΡΞΗ ΑΣΕΤΙΟΤΗΣ ΕΙΣ ΤΗΝ ΙΣΡΑΗΛ: [978, 1001, 1174, 1034]
- article-body: Ἐκ τοῦ Βασιλικοῦ Αὐλαρχείου ἀνεκοινώθη ὅτι αἱ Αὐτῶν Μεγαλειότητες ὁ Βασιλεὺς καὶ ἡ Βασίλισσα θὰ περιοδεύσουν τὰς πόλεις καὶ τὰ χωρία τῆς Πελοποννήσου.: [24, 613, 410, 656]
- subhead: ΥΠΟΔΕΙΚΝΥΕΙ ΤΡΟΠΟΥΣ ΥΠΟΛΟΓΙΣΜΟΥ ΑΠΟΖΗΜΙΩΣΕΩΝ: [676, 580, 924, 611]
- article-body: ΛΟΝΔΙΝΟΝ, 27. (Γαλλ. Πρ.). — Κατὰ τὸ Σάββατον συνεκλήθη εἰς Τσέκερς ἔκτακτος σύσκεψις τῶν μελῶν τῆς Κυβερνήσεως ὑπὸ τὸν πρωθυπουργὸν κ. Μὰκ Μίλλαν, διὰ νὰ συζητηθῇ ἡ πολιτικὴ κατάστασις.: [24, 1339, 410, 1395]
- phone-line: ΤΗΛΕΦΩΝΟΝ ΓΡΑΦΕΙΩΝ: 624.501 — ΤΥΠΟΓΡΑΦΕΙΑ: ΓΕΡΑΝΙΟΥ 7, ΤΗΛΕΦ. 537.061: [1059, 61, 1556, 76]
- headline: ΔΙΩΓΚΩΘΗΣΑΝ ΑΙ ΑΠΕΡΓΙΑΙ ΕΝΤΟΣ ΤΟΥ 1962 ΜΕ ΚΥΡΙΟΝ ΑΙΤΗΜΑ ΒΕΛΤΙΩΣΙΝ ΤΩΝ ΑΠΟΔΟΧΩΝ: [32, 826, 402, 884]
- article-macmillan: [20, 1215, 414, 1405]
- headline: Ο κ. ΠΑΠΑΛΗΓΟΥΡΑΣ ΘΑ ΜΕΤΑΒΗ ΕΙΣ ΟΥΑΣΙΓΚΤΩΝ ΧΟΡΗΓΗΣΙΣ ΔΑΝΕΙΟΥ 10 ΕΚΑΤΟΜ. ΔΟΛΛΑΡΙΩΝ: [62, 681, 371, 741]
- inset-box: [24, 1292, 410, 1335]
- article-body: Εἰς τὰ ψηφίσματα τοῦ Πανσπουδαστικοῦ Συνεδρίου περιλαμβάνεται αἴτημα ἱδρύσεως αὐτονόμου ὀργανισμοῦ διὰ τὴν προστασίαν τῶν ἐπιστημόνων καὶ τὴν ἀπορρόφησιν τῶν πτυχιούχων.: [1198, 643, 1552, 700]
